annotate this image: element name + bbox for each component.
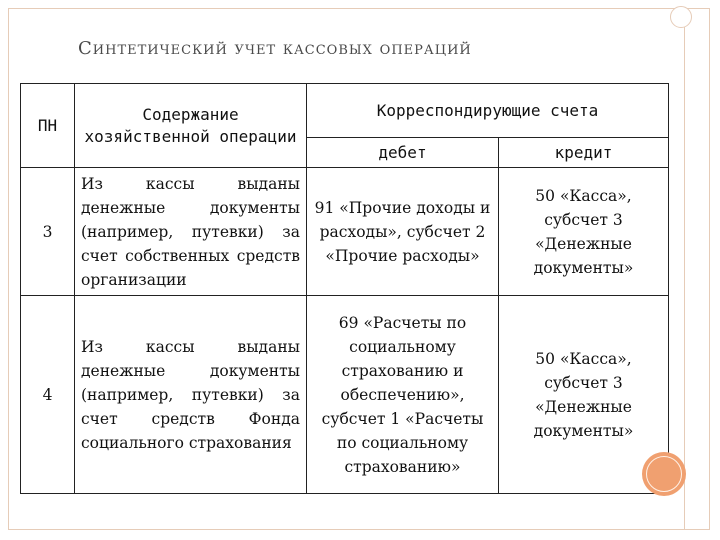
row-credit: 50 «Касса», субсчет 3 «Денежные документы» xyxy=(499,296,669,494)
row-content: Из кассы выданы денежные документы (например, путевки) за счет средств Фонда социального страхования xyxy=(75,296,307,494)
table-row xyxy=(21,168,669,296)
slide-title: Синтетический учет кассовых операций xyxy=(78,38,472,59)
accounting-table xyxy=(20,83,669,494)
table-row xyxy=(21,296,669,494)
header-pn: ПН xyxy=(21,84,75,168)
row-debit: 91 «Прочие доходы и расходы», субсчет 2 «Прочие расходы» xyxy=(307,168,499,296)
header-credit: кредит xyxy=(499,138,669,168)
decorative-circle-ring xyxy=(646,456,682,492)
row-content: Из кассы выданы денежные документы (например, путевки) за счет собственных средств организации xyxy=(75,168,307,296)
row-pn: 4 xyxy=(21,296,75,494)
row-credit: 50 «Касса», субсчет 3 «Денежные документы» xyxy=(499,168,669,296)
slide-frame-line xyxy=(684,8,685,530)
decorative-small-circle xyxy=(670,6,692,28)
header-row xyxy=(21,84,669,138)
header-debit: дебет xyxy=(307,138,499,168)
header-content: Содержание хозяйственной операции xyxy=(75,84,307,168)
header-corresponding-accounts: Корреспондирующие счета xyxy=(307,84,669,138)
row-pn: 3 xyxy=(21,168,75,296)
row-debit: 69 «Расчеты по социальному страхованию и обеспечению», субсчет 1 «Расчеты по социальному страхованию» xyxy=(307,296,499,494)
